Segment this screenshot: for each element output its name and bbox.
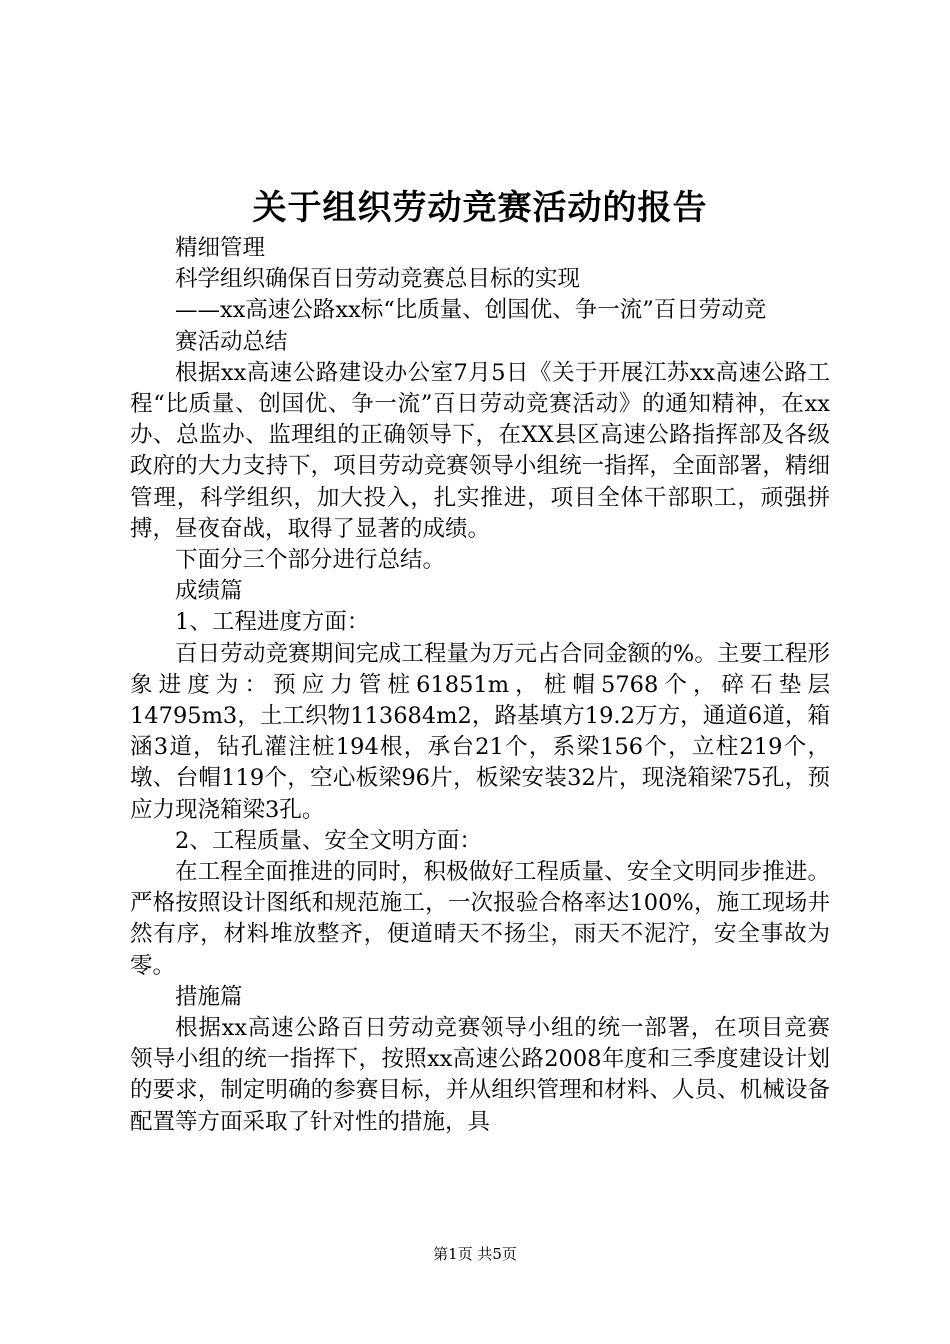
page-footer: 第1页 共5页	[433, 1245, 517, 1263]
paragraph: 百日劳动竞赛期间完成工程量为万元占合同金额的%。主要工程形象进度为：预应力管桩61851m，桩帽5768个，碎石垫层14795m3，土工织物113684m2，路基填方19.2万方，通道6道，箱涵3道，钻孔灌注桩194根，承台21个，系梁156个，立柱219个，墩、台帽119个，空心板梁96片，板梁安装32片，现浇箱梁75孔，预应力现浇箱梁3孔。	[130, 640, 830, 823]
paragraph: 根据xx高速公路建设办公室7月5日《关于开展江苏xx高速公路工程“比质量、创国优、争一流”百日劳动竞赛活动》的通知精神，在xx办、总监办、监理组的正确领导下，在XX县区高速公路指挥部及各级政府的大力支持下，项目劳动竞赛领导小组统一指挥，全面部署，精细管理，科学组织，加大投入，扎实推进，项目全体干部职工，顽强拼搏，昼夜奋战，取得了显著的成绩。	[130, 359, 830, 542]
paragraph: ——xx高速公路xx标“比质量、创国优、争一流”百日劳动竞	[175, 297, 767, 324]
paragraph: 科学组织确保百日劳动竞赛总目标的实现	[175, 266, 581, 293]
paragraph: 精细管理	[175, 235, 266, 261]
document-title: 关于组织劳动竞赛活动的报告	[252, 188, 708, 228]
paragraph: 下面分三个部分进行总结。	[175, 547, 446, 574]
document-body	[130, 233, 830, 1138]
section-heading: 措施篇	[175, 983, 243, 1010]
paragraph: 赛活动总结	[175, 328, 288, 355]
paragraph: 在工程全面推进的同时，积极做好工程质量、安全文明同步推进。严格按照设计图纸和规范施工，一次报验合格率达100%，施工现场井然有序，材料堆放整齐，便道晴天不扬尘，雨天不泥泞，安全事故为零。	[130, 859, 830, 979]
section-heading: 成绩篇	[175, 578, 243, 605]
sub-heading: 2、工程质量、安全文明方面：	[175, 827, 482, 854]
sub-heading: 1、工程进度方面：	[175, 609, 370, 636]
paragraph: 根据xx高速公路百日劳动竞赛领导小组的统一部署，在项目竞赛领导小组的统一指挥下，按照xx高速公路2008年度和三季度建设计划的要求，制定明确的参赛目标，并从组织管理和材料、人员、机械设备配置等方面采取了针对性的措施，具	[130, 1015, 830, 1135]
